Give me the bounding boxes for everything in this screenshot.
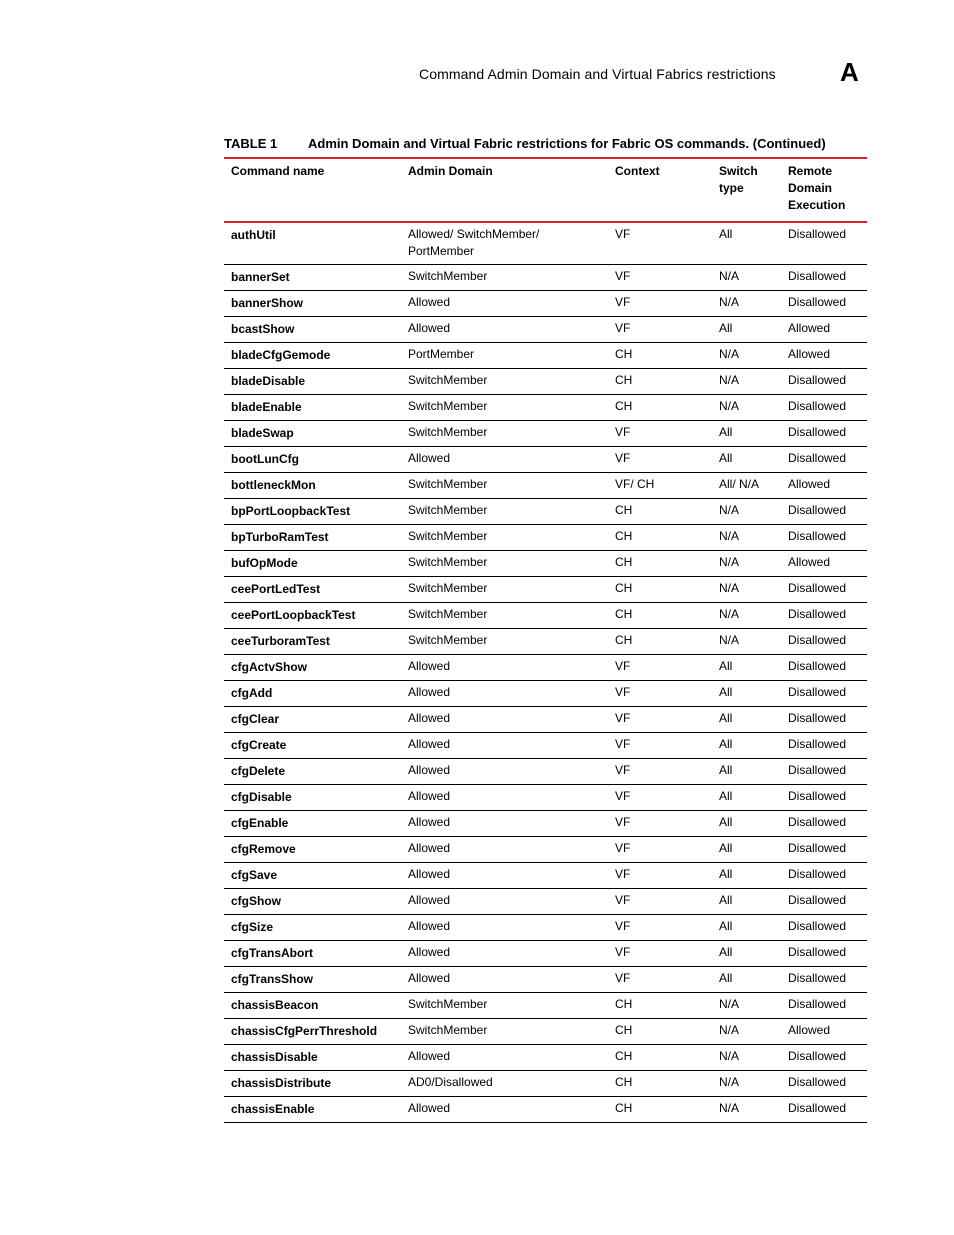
table-row bbox=[224, 681, 867, 707]
table-row bbox=[224, 395, 867, 421]
admin-domain-cell: Allowed bbox=[408, 685, 451, 699]
context-cell: CH bbox=[615, 633, 633, 647]
context-cell: CH bbox=[615, 607, 633, 621]
context-cell: VF bbox=[615, 321, 631, 335]
table-row bbox=[224, 421, 867, 447]
command-name-cell: cfgDisable bbox=[231, 790, 292, 804]
switch-type-cell: All bbox=[719, 451, 733, 465]
remote-domain-execution-cell: Disallowed bbox=[788, 451, 847, 465]
switch-type-cell: All bbox=[719, 685, 733, 699]
table-row bbox=[224, 811, 867, 837]
table-row bbox=[224, 577, 867, 603]
switch-type-cell: N/A bbox=[719, 269, 740, 283]
admin-domain-cell: Allowed bbox=[408, 321, 451, 335]
admin-domain-cell: Allowed bbox=[408, 919, 451, 933]
switch-type-cell: All bbox=[719, 789, 733, 803]
header-title: Command Admin Domain and Virtual Fabrics restrictions bbox=[419, 66, 776, 82]
table-row bbox=[224, 1097, 867, 1123]
table-row bbox=[224, 759, 867, 785]
switch-type-cell: N/A bbox=[719, 1049, 740, 1063]
command-name-cell: cfgEnable bbox=[231, 816, 289, 830]
command-name-cell: authUtil bbox=[231, 228, 276, 242]
switch-type-cell: All bbox=[719, 945, 733, 959]
switch-type-cell: All bbox=[719, 659, 733, 673]
command-name-cell: bpTurboRamTest bbox=[231, 530, 329, 544]
switch-type-cell: All bbox=[719, 971, 733, 985]
column-header-admin-domain: Admin Domain bbox=[408, 164, 493, 178]
table-row bbox=[224, 1045, 867, 1071]
admin-domain-cell: Allowed bbox=[408, 737, 451, 751]
command-name-cell: cfgShow bbox=[231, 894, 281, 908]
command-name-cell: cfgActvShow bbox=[231, 660, 308, 674]
context-cell: CH bbox=[615, 997, 633, 1011]
context-cell: VF/ CH bbox=[615, 477, 655, 491]
remote-domain-execution-cell: Disallowed bbox=[788, 919, 847, 933]
table-row bbox=[224, 941, 867, 967]
command-name-cell: cfgSave bbox=[231, 868, 278, 882]
table-row bbox=[224, 343, 867, 369]
command-name-cell: ceePortLoopbackTest bbox=[231, 608, 356, 622]
context-cell: CH bbox=[615, 1075, 633, 1089]
admin-domain-cell: Allowed bbox=[408, 789, 451, 803]
admin-domain-cell: Allowed bbox=[408, 659, 451, 673]
command-name-cell: bottleneckMon bbox=[231, 478, 316, 492]
command-name-cell: chassisDistribute bbox=[231, 1076, 332, 1090]
command-name-cell: chassisBeacon bbox=[231, 998, 319, 1012]
column-header-switch-type: Switch type bbox=[719, 164, 758, 195]
switch-type-cell: All bbox=[719, 919, 733, 933]
admin-domain-cell: Allowed bbox=[408, 841, 451, 855]
remote-domain-execution-cell: Allowed bbox=[788, 321, 831, 335]
context-cell: VF bbox=[615, 659, 631, 673]
remote-domain-execution-cell: Disallowed bbox=[788, 867, 847, 881]
context-cell: VF bbox=[615, 945, 631, 959]
table-row bbox=[224, 499, 867, 525]
command-name-cell: ceeTurboramTest bbox=[231, 634, 330, 648]
command-name-cell: cfgRemove bbox=[231, 842, 296, 856]
command-name-cell: bcastShow bbox=[231, 322, 295, 336]
admin-domain-cell: SwitchMember bbox=[408, 503, 488, 517]
remote-domain-execution-cell: Disallowed bbox=[788, 1101, 847, 1115]
context-cell: CH bbox=[615, 555, 633, 569]
table-row bbox=[224, 223, 867, 265]
admin-domain-cell: SwitchMember bbox=[408, 1023, 488, 1037]
admin-domain-cell: Allowed bbox=[408, 1049, 451, 1063]
switch-type-cell: All bbox=[719, 763, 733, 777]
switch-type-cell: N/A bbox=[719, 503, 740, 517]
context-cell: VF bbox=[615, 841, 631, 855]
switch-type-cell: All bbox=[719, 711, 733, 725]
command-name-cell: chassisEnable bbox=[231, 1102, 315, 1116]
admin-domain-cell: SwitchMember bbox=[408, 399, 488, 413]
switch-type-cell: All bbox=[719, 227, 733, 241]
context-cell: VF bbox=[615, 737, 631, 751]
context-cell: VF bbox=[615, 815, 631, 829]
admin-domain-cell: SwitchMember bbox=[408, 269, 488, 283]
switch-type-cell: N/A bbox=[719, 373, 740, 387]
remote-domain-execution-cell: Disallowed bbox=[788, 633, 847, 647]
command-name-cell: cfgCreate bbox=[231, 738, 287, 752]
admin-domain-cell: SwitchMember bbox=[408, 477, 488, 491]
table-row bbox=[224, 707, 867, 733]
admin-domain-cell: Allowed bbox=[408, 451, 451, 465]
table-row bbox=[224, 967, 867, 993]
context-cell: CH bbox=[615, 581, 633, 595]
remote-domain-execution-cell: Disallowed bbox=[788, 373, 847, 387]
remote-domain-execution-cell: Disallowed bbox=[788, 269, 847, 283]
context-cell: VF bbox=[615, 227, 631, 241]
command-name-cell: cfgTransAbort bbox=[231, 946, 314, 960]
context-cell: VF bbox=[615, 711, 631, 725]
switch-type-cell: N/A bbox=[719, 347, 740, 361]
table-label: TABLE 1 bbox=[224, 136, 278, 151]
switch-type-cell: All/ N/A bbox=[719, 477, 760, 491]
admin-domain-cell: Allowed bbox=[408, 1101, 451, 1115]
admin-domain-cell: SwitchMember bbox=[408, 633, 488, 647]
admin-domain-cell: SwitchMember bbox=[408, 529, 488, 543]
table-row bbox=[224, 1019, 867, 1045]
command-name-cell: ceePortLedTest bbox=[231, 582, 321, 596]
remote-domain-execution-cell: Disallowed bbox=[788, 737, 847, 751]
table-row bbox=[224, 837, 867, 863]
remote-domain-execution-cell: Allowed bbox=[788, 347, 831, 361]
command-name-cell: bladeCfgGemode bbox=[231, 348, 331, 362]
context-cell: VF bbox=[615, 971, 631, 985]
remote-domain-execution-cell: Disallowed bbox=[788, 789, 847, 803]
context-cell: CH bbox=[615, 373, 633, 387]
command-name-cell: bufOpMode bbox=[231, 556, 298, 570]
table-row bbox=[224, 733, 867, 759]
admin-domain-cell: SwitchMember bbox=[408, 607, 488, 621]
remote-domain-execution-cell: Allowed bbox=[788, 477, 831, 491]
switch-type-cell: N/A bbox=[719, 1023, 740, 1037]
switch-type-cell: N/A bbox=[719, 1075, 740, 1089]
page-header bbox=[419, 57, 859, 87]
switch-type-cell: N/A bbox=[719, 633, 740, 647]
admin-domain-cell: Allowed/ SwitchMember/ PortMember bbox=[408, 227, 540, 258]
remote-domain-execution-cell: Disallowed bbox=[788, 659, 847, 673]
context-cell: CH bbox=[615, 1023, 633, 1037]
table-row bbox=[224, 265, 867, 291]
switch-type-cell: N/A bbox=[719, 581, 740, 595]
command-name-cell: chassisCfgPerrThreshold bbox=[231, 1024, 378, 1038]
command-name-cell: cfgAdd bbox=[231, 686, 273, 700]
column-header-remote-domain-execution: Remote Domain Execution bbox=[788, 164, 846, 212]
remote-domain-execution-cell: Disallowed bbox=[788, 1075, 847, 1089]
table-header-row bbox=[224, 159, 867, 221]
switch-type-cell: All bbox=[719, 841, 733, 855]
table-row bbox=[224, 1071, 867, 1097]
section-letter: A bbox=[840, 57, 859, 87]
column-header-context: Context bbox=[615, 164, 660, 178]
remote-domain-execution-cell: Disallowed bbox=[788, 997, 847, 1011]
table-row bbox=[224, 369, 867, 395]
remote-domain-execution-cell: Allowed bbox=[788, 555, 831, 569]
admin-domain-cell: Allowed bbox=[408, 945, 451, 959]
switch-type-cell: N/A bbox=[719, 997, 740, 1011]
remote-domain-execution-cell: Allowed bbox=[788, 1023, 831, 1037]
context-cell: VF bbox=[615, 919, 631, 933]
command-name-cell: bladeEnable bbox=[231, 400, 302, 414]
command-name-cell: cfgDelete bbox=[231, 764, 286, 778]
context-cell: VF bbox=[615, 867, 631, 881]
table-row bbox=[224, 629, 867, 655]
command-name-cell: chassisDisable bbox=[231, 1050, 318, 1064]
admin-domain-cell: PortMember bbox=[408, 347, 475, 361]
restrictions-table bbox=[224, 157, 867, 1123]
admin-domain-cell: Allowed bbox=[408, 711, 451, 725]
admin-domain-cell: SwitchMember bbox=[408, 373, 488, 387]
table-row bbox=[224, 291, 867, 317]
switch-type-cell: All bbox=[719, 425, 733, 439]
admin-domain-cell: SwitchMember bbox=[408, 425, 488, 439]
remote-domain-execution-cell: Disallowed bbox=[788, 295, 847, 309]
table-row bbox=[224, 551, 867, 577]
context-cell: CH bbox=[615, 529, 633, 543]
remote-domain-execution-cell: Disallowed bbox=[788, 945, 847, 959]
remote-domain-execution-cell: Disallowed bbox=[788, 841, 847, 855]
table-caption-text: Admin Domain and Virtual Fabric restrictions for Fabric OS commands. (Continued) bbox=[308, 136, 826, 151]
command-name-cell: bootLunCfg bbox=[231, 452, 299, 466]
remote-domain-execution-cell: Disallowed bbox=[788, 711, 847, 725]
table-row bbox=[224, 603, 867, 629]
context-cell: VF bbox=[615, 269, 631, 283]
table-row bbox=[224, 785, 867, 811]
command-name-cell: bpPortLoopbackTest bbox=[231, 504, 351, 518]
remote-domain-execution-cell: Disallowed bbox=[788, 607, 847, 621]
command-name-cell: bannerShow bbox=[231, 296, 304, 310]
admin-domain-cell: Allowed bbox=[408, 867, 451, 881]
context-cell: VF bbox=[615, 425, 631, 439]
admin-domain-cell: SwitchMember bbox=[408, 997, 488, 1011]
table-row bbox=[224, 993, 867, 1019]
admin-domain-cell: SwitchMember bbox=[408, 581, 488, 595]
remote-domain-execution-cell: Disallowed bbox=[788, 399, 847, 413]
switch-type-cell: N/A bbox=[719, 1101, 740, 1115]
switch-type-cell: All bbox=[719, 815, 733, 829]
remote-domain-execution-cell: Disallowed bbox=[788, 503, 847, 517]
admin-domain-cell: Allowed bbox=[408, 815, 451, 829]
context-cell: CH bbox=[615, 1049, 633, 1063]
context-cell: CH bbox=[615, 503, 633, 517]
table-row bbox=[224, 447, 867, 473]
command-name-cell: bladeSwap bbox=[231, 426, 294, 440]
switch-type-cell: N/A bbox=[719, 529, 740, 543]
context-cell: VF bbox=[615, 893, 631, 907]
context-cell: CH bbox=[615, 347, 633, 361]
table-body bbox=[224, 223, 867, 1123]
remote-domain-execution-cell: Disallowed bbox=[788, 763, 847, 777]
switch-type-cell: N/A bbox=[719, 399, 740, 413]
remote-domain-execution-cell: Disallowed bbox=[788, 971, 847, 985]
context-cell: VF bbox=[615, 295, 631, 309]
context-cell: CH bbox=[615, 399, 633, 413]
switch-type-cell: All bbox=[719, 321, 733, 335]
table-row bbox=[224, 317, 867, 343]
command-name-cell: cfgTransShow bbox=[231, 972, 314, 986]
context-cell: VF bbox=[615, 763, 631, 777]
admin-domain-cell: SwitchMember bbox=[408, 555, 488, 569]
admin-domain-cell: Allowed bbox=[408, 295, 451, 309]
admin-domain-cell: Allowed bbox=[408, 763, 451, 777]
table-row bbox=[224, 863, 867, 889]
remote-domain-execution-cell: Disallowed bbox=[788, 227, 847, 241]
command-name-cell: cfgClear bbox=[231, 712, 280, 726]
context-cell: VF bbox=[615, 685, 631, 699]
admin-domain-cell: Allowed bbox=[408, 971, 451, 985]
remote-domain-execution-cell: Disallowed bbox=[788, 425, 847, 439]
switch-type-cell: All bbox=[719, 737, 733, 751]
remote-domain-execution-cell: Disallowed bbox=[788, 815, 847, 829]
context-cell: VF bbox=[615, 789, 631, 803]
table-caption bbox=[224, 136, 867, 154]
command-name-cell: bannerSet bbox=[231, 270, 290, 284]
table-row bbox=[224, 525, 867, 551]
table-row bbox=[224, 473, 867, 499]
switch-type-cell: N/A bbox=[719, 295, 740, 309]
command-name-cell: bladeDisable bbox=[231, 374, 306, 388]
table-row bbox=[224, 889, 867, 915]
remote-domain-execution-cell: Disallowed bbox=[788, 1049, 847, 1063]
switch-type-cell: All bbox=[719, 867, 733, 881]
switch-type-cell: N/A bbox=[719, 555, 740, 569]
admin-domain-cell: Allowed bbox=[408, 893, 451, 907]
switch-type-cell: N/A bbox=[719, 607, 740, 621]
admin-domain-cell: AD0/Disallowed bbox=[408, 1075, 493, 1089]
table-row bbox=[224, 915, 867, 941]
context-cell: VF bbox=[615, 451, 631, 465]
remote-domain-execution-cell: Disallowed bbox=[788, 581, 847, 595]
command-name-cell: cfgSize bbox=[231, 920, 274, 934]
column-header-command-name: Command name bbox=[231, 164, 325, 178]
remote-domain-execution-cell: Disallowed bbox=[788, 893, 847, 907]
table-row bbox=[224, 655, 867, 681]
remote-domain-execution-cell: Disallowed bbox=[788, 685, 847, 699]
remote-domain-execution-cell: Disallowed bbox=[788, 529, 847, 543]
switch-type-cell: All bbox=[719, 893, 733, 907]
context-cell: CH bbox=[615, 1101, 633, 1115]
